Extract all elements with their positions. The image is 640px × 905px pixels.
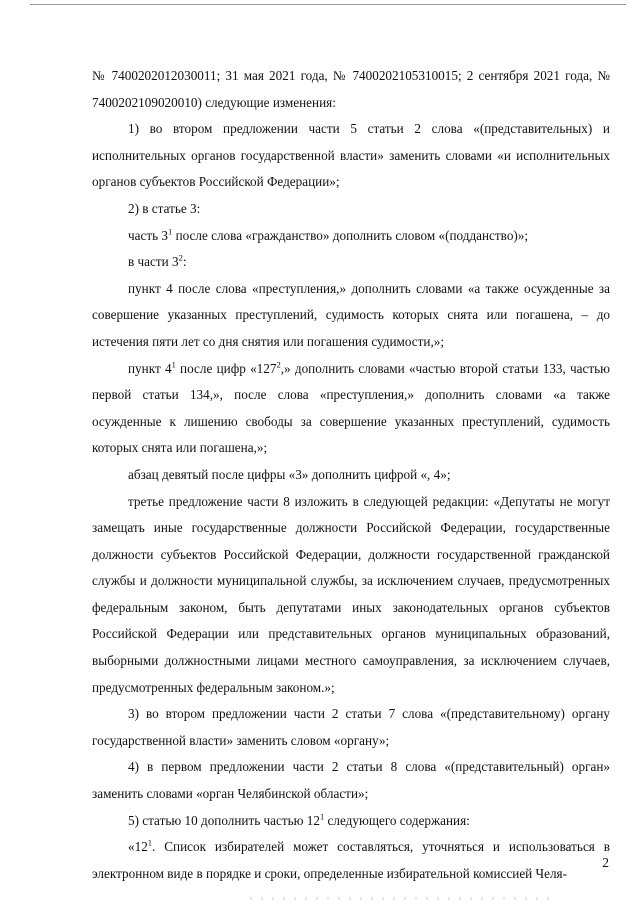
paragraph-ninth-subparagraph: абзац девятый после цифры «3» дополнить цифрой «, 4»; xyxy=(128,466,451,482)
paragraph-item-5 xyxy=(92,808,610,835)
superscript: 1 xyxy=(171,359,176,370)
paragraph-part-3-1 xyxy=(92,223,610,250)
superscript: 2 xyxy=(178,252,183,263)
paragraph-point-4: пункт 4 после слова «преступления,» дополнить словами «а также осужденные за совершение указанных преступлений, судимость которых снята или погашена, – до истечения пяти лет со дня снятия или погашения судимости,»; xyxy=(92,280,610,349)
superscript: 1 xyxy=(147,837,153,848)
paragraph-registration-numbers: № 7400202012030011; 31 мая 2021 года, № 7400202105310015; 2 сентября 2021 года, № 7400202109020010) следующие изменения: xyxy=(92,68,610,110)
scan-artifact-specks xyxy=(250,897,550,900)
paragraph-item-1: 1) во втором предложении части 5 статьи 2 слова «(представительных) и исполнительных органов государственной власти» заменить словами «и исполнительных органов субъектов Российской Федерации»; xyxy=(92,121,610,190)
superscript: 1 xyxy=(320,811,325,822)
paragraph-part-8: третье предложение части 8 изложить в следующей редакции: «Депутаты не могут замещать иные государственные должности Российской Федерации, государственные должности субъектов Российской Федерации, должности государственной гражданской службы и должности муниципальной службы, за исключением случаев, предусмотренных федеральным законом, быть депутатами иных законодательных органов субъектов Российской Федерации или представительных органов муниципальных образований, выборными должностными лицами местного самоуправления, за исключением случаев, предусмотренных федеральным законом.»; xyxy=(92,493,610,695)
superscript: 2 xyxy=(276,359,281,370)
paragraph-item-2: 2) в статье 3: xyxy=(128,200,201,216)
paragraph-item-3: 3) во втором предложении части 2 статьи 7 слова «(представительному) органу государственной власти» заменить словом «органу»; xyxy=(92,706,610,748)
paragraph-point-4-1 xyxy=(92,356,610,462)
page-number: 2 xyxy=(602,855,609,870)
text-segment: после цифр «127 xyxy=(175,360,277,376)
text-segment: 5) статью 10 дополнить частью 12 xyxy=(128,812,320,828)
text-segment: в части 3 xyxy=(128,254,179,270)
paragraph-part-12-1 xyxy=(92,834,610,887)
text-segment: после слова «гражданство» дополнить словом «(подданство)»; xyxy=(172,227,529,243)
text-segment: : xyxy=(182,254,187,270)
superscript: 1 xyxy=(168,226,173,237)
text-segment: «12 xyxy=(128,839,148,855)
paragraph-item-4: 4) в первом предложении части 2 статьи 8 слова «(представительный) орган» заменить словами «орган Челябинской области»; xyxy=(92,759,610,802)
text-segment: . Список избирателей может составляться, уточняться и использоваться в электронном виде в порядке и сроки, определенные избирательной комиссией Челя- xyxy=(92,839,610,881)
text-segment: следующего содержания: xyxy=(324,812,470,828)
paragraph-part-3-2 xyxy=(92,249,610,276)
page-top-edge-line xyxy=(30,4,626,5)
text-segment: пункт 4 xyxy=(128,360,172,376)
text-segment: ,» дополнить словами «частью второй статьи 133, частью первой статьи 134,», после слова «преступления,» дополнить словами «а также осужденные к лишению свободы за совершение указанных преступлений, судимость которых снята или погашена,»; xyxy=(92,360,610,456)
text-segment: часть 3 xyxy=(128,227,169,243)
document-body xyxy=(92,63,610,887)
